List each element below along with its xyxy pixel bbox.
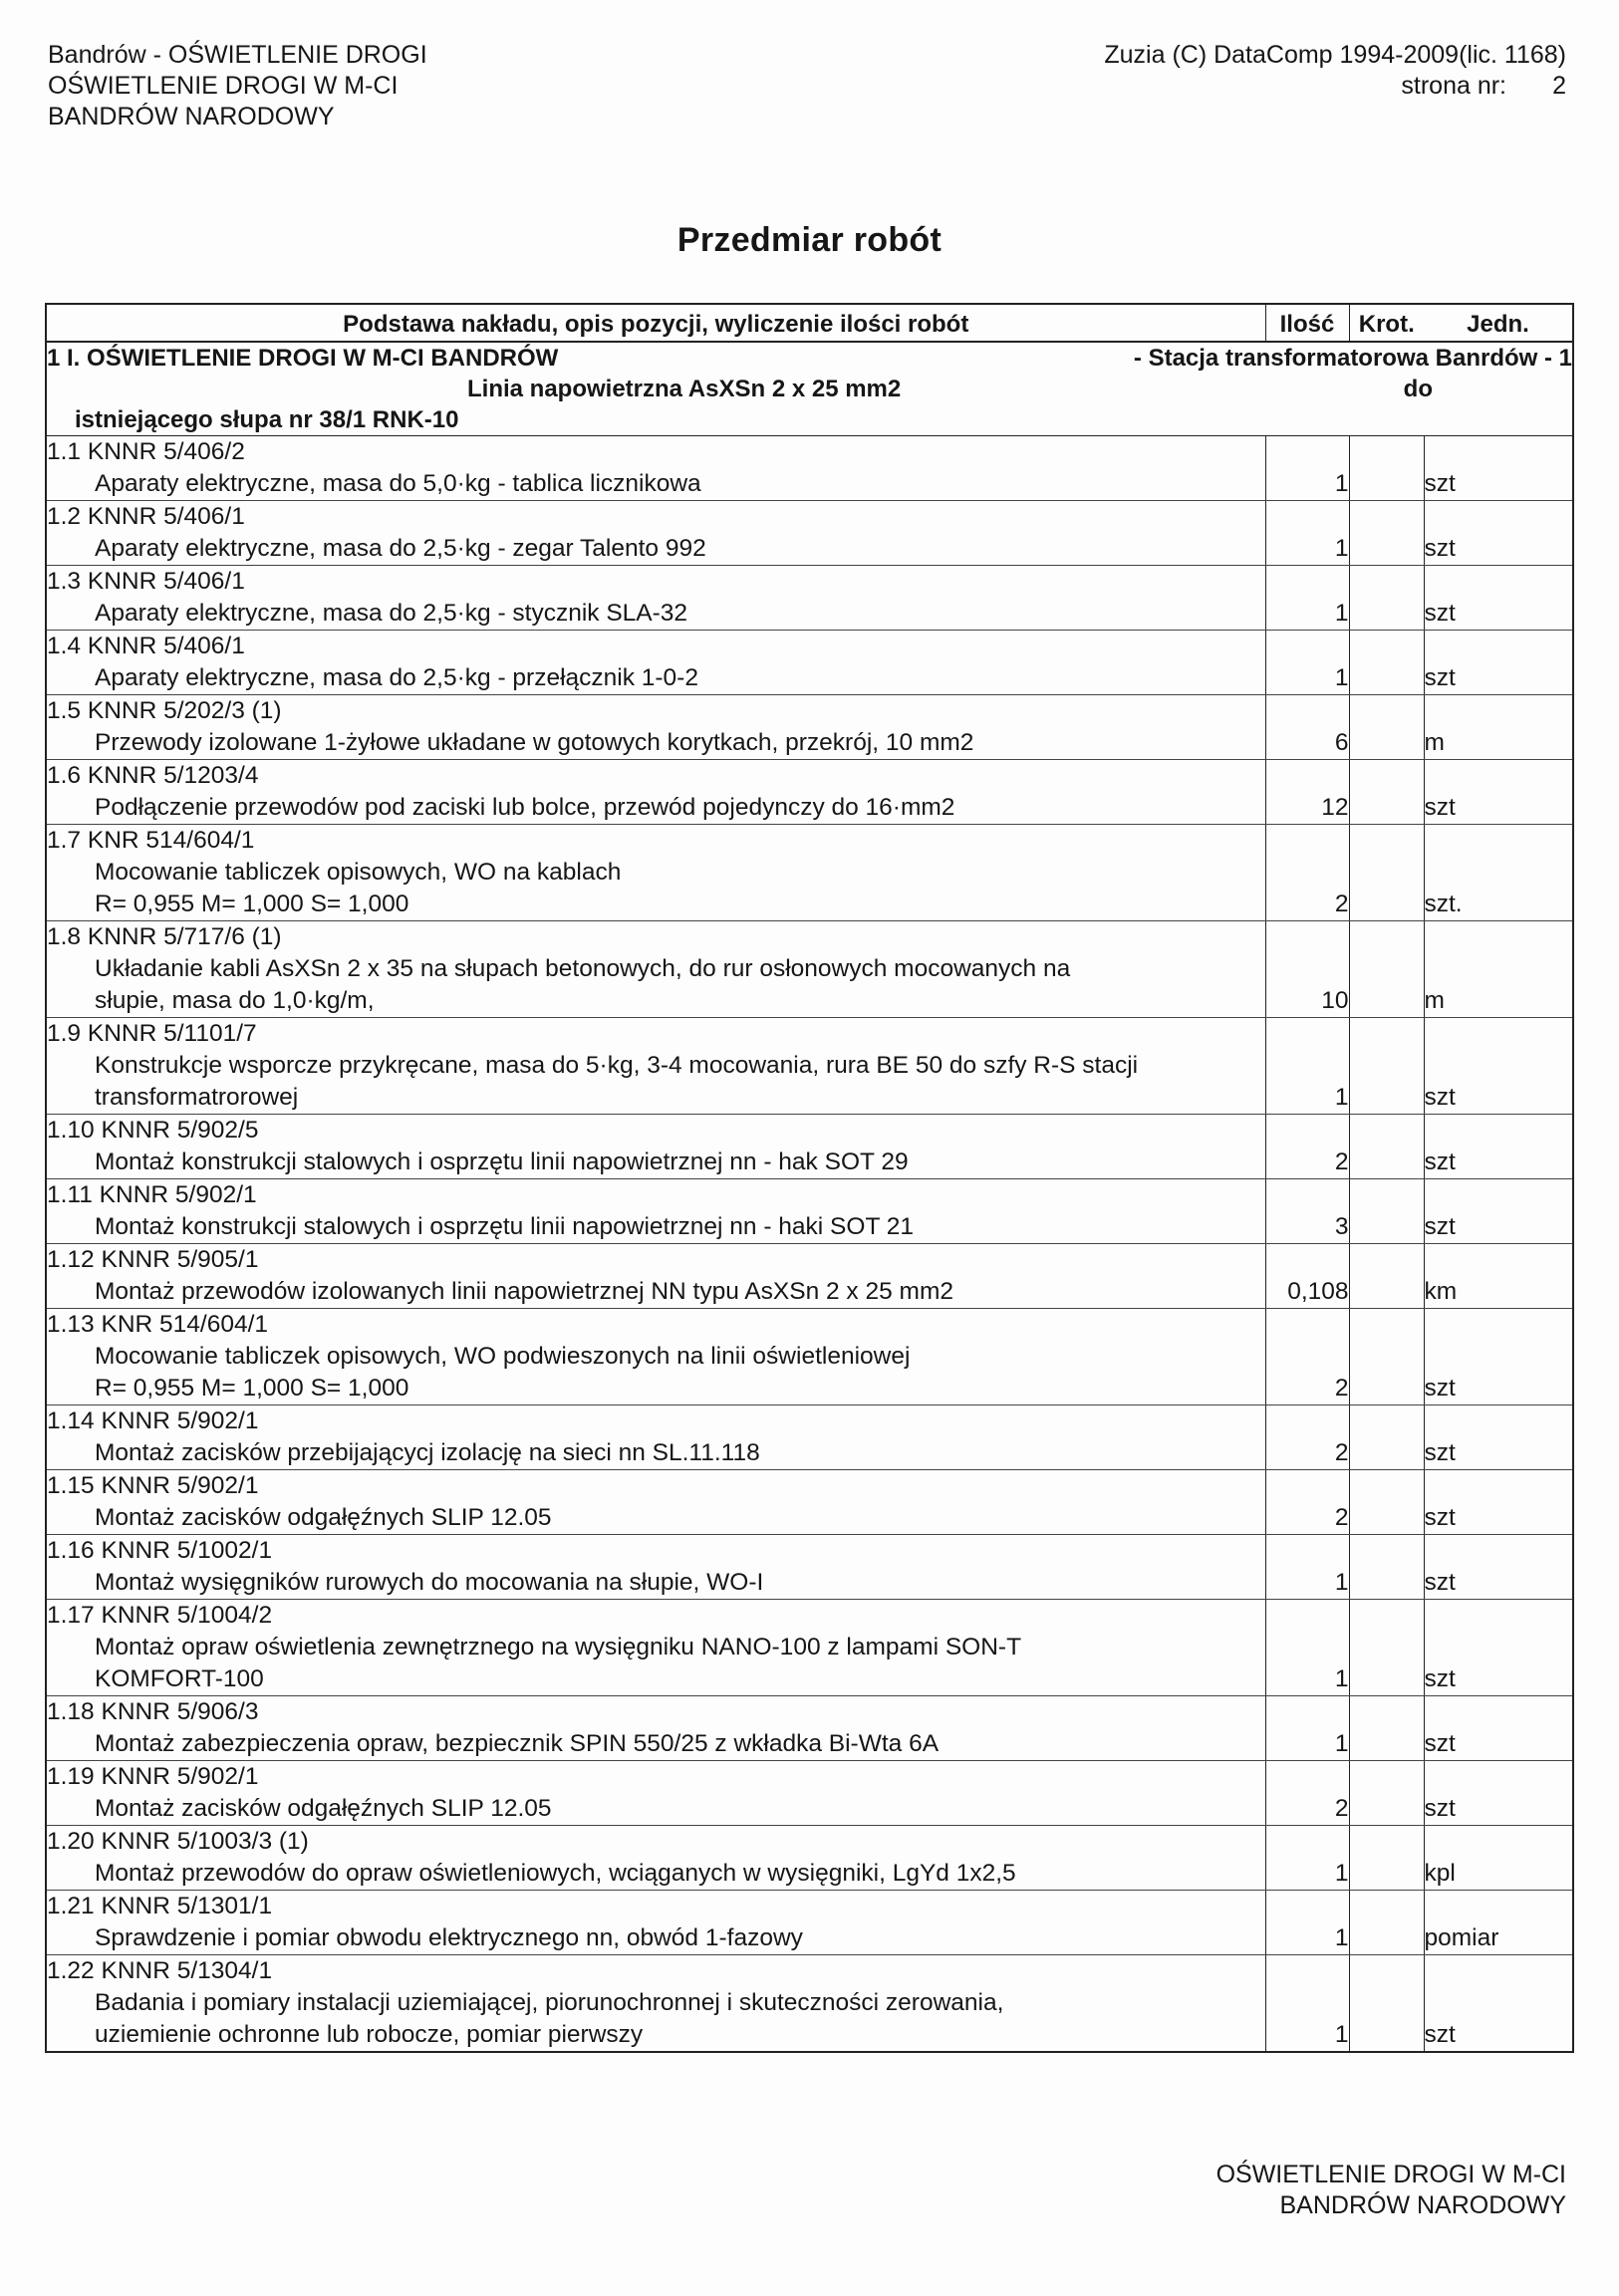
item-quantity: 1: [1265, 1891, 1349, 1955]
item-description: Montaż konstrukcji stalowych i osprzętu linii napowietrznej nn - haki SOT 21: [95, 1213, 915, 1240]
item-unit: szt: [1424, 1018, 1573, 1115]
item-description-cell: [46, 1470, 1265, 1535]
header-object: OŚWIETLENIE DROGI W M-CI: [48, 72, 399, 100]
header-description: Podstawa nakładu, opis pozycji, wyliczenie ilości robót: [46, 304, 1265, 342]
item-code: 1.15 KNNR 5/902/1: [47, 1472, 259, 1499]
item-description: Konstrukcje wsporcze przykręcane, masa do 5·kg, 3-4 mocowania, rura BE 50 do szfy R-S stacji: [95, 1052, 1139, 1079]
item-code: 1.18 KNNR 5/906/3: [47, 1698, 259, 1725]
item-code: 1.8 KNNR 5/717/6 (1): [47, 923, 282, 950]
item-code: 1.2 KNNR 5/406/1: [47, 503, 245, 530]
item-description-cell: [46, 1244, 1265, 1309]
table-row: [46, 1535, 1573, 1600]
table-row: [46, 1115, 1573, 1179]
item-description-cell: [46, 1955, 1265, 2053]
section-line-description: Linia napowietrzna AsXSn 2 x 25 mm2: [467, 376, 902, 402]
item-quantity: 12: [1265, 760, 1349, 825]
item-description: Aparaty elektryczne, masa do 2,5·kg - zegar Talento 992: [95, 535, 706, 562]
item-multiplier: [1349, 1955, 1424, 2053]
item-multiplier: [1349, 1891, 1424, 1955]
item-description-cell: [46, 695, 1265, 760]
table-row: [46, 1244, 1573, 1309]
estimate-table: [45, 303, 1574, 2053]
item-description: uziemienie ochronne lub robocze, pomiar pierwszy: [95, 2021, 644, 2048]
item-quantity: 1: [1265, 1955, 1349, 2053]
item-description-cell: [46, 436, 1265, 501]
item-unit: szt: [1424, 1696, 1573, 1761]
item-description: Montaż zacisków przebijającycj izolację na sieci nn SL.11.118: [95, 1439, 760, 1466]
item-description: R= 0,955 M= 1,000 S= 1,000: [95, 891, 409, 917]
table-row: [46, 1309, 1573, 1405]
header-unit: Jedn.: [1424, 304, 1573, 342]
table-row: [46, 1405, 1573, 1470]
item-multiplier: [1349, 1179, 1424, 1244]
item-multiplier: [1349, 1600, 1424, 1696]
item-description-cell: [46, 1826, 1265, 1891]
section-heading: [46, 342, 1573, 436]
item-code: 1.13 KNR 514/604/1: [47, 1311, 269, 1338]
item-unit: pomiar: [1424, 1891, 1573, 1955]
item-code: 1.6 KNNR 5/1203/4: [47, 762, 259, 789]
table-row: [46, 566, 1573, 631]
item-quantity: 0,108: [1265, 1244, 1349, 1309]
item-unit: szt: [1424, 566, 1573, 631]
item-multiplier: [1349, 631, 1424, 695]
table-row: [46, 1470, 1573, 1535]
page-number-line: [1104, 71, 1566, 102]
item-multiplier: [1349, 1761, 1424, 1826]
item-multiplier: [1349, 1115, 1424, 1179]
item-quantity: 1: [1265, 631, 1349, 695]
item-multiplier: [1349, 1018, 1424, 1115]
page-number-label: strona nr:: [1401, 72, 1506, 100]
item-code: 1.19 KNNR 5/902/1: [47, 1763, 259, 1790]
item-quantity: 1: [1265, 1826, 1349, 1891]
table-header-row: [46, 304, 1573, 342]
table-row: [46, 1826, 1573, 1891]
item-description: Aparaty elektryczne, masa do 2,5·kg - przełącznik 1-0-2: [95, 664, 698, 691]
item-unit: szt: [1424, 1470, 1573, 1535]
section-line-target: istniejącego słupa nr 38/1 RNK-10: [75, 406, 459, 433]
item-description: Układanie kabli AsXSn 2 x 35 na słupach betonowych, do rur osłonowych mocowanych na: [95, 955, 1071, 982]
item-multiplier: [1349, 1470, 1424, 1535]
footer-object: OŚWIETLENIE DROGI W M-CI: [1215, 2161, 1566, 2188]
item-description-cell: [46, 921, 1265, 1018]
item-description-cell: [46, 1600, 1265, 1696]
item-quantity: 1: [1265, 1696, 1349, 1761]
item-description: Montaż zacisków odgałęźnych SLIP 12.05: [95, 1504, 552, 1531]
item-description: transformatrorowej: [95, 1084, 299, 1111]
item-description: Montaż opraw oświetlenia zewnętrznego na wysięgniku NANO-100 z lampami SON-T: [95, 1634, 1022, 1660]
item-code: 1.10 KNNR 5/902/5: [47, 1117, 259, 1144]
item-code: 1.20 KNNR 5/1003/3 (1): [47, 1828, 309, 1855]
table-row: [46, 921, 1573, 1018]
section-row: [46, 342, 1573, 436]
header-project: Bandrów - OŚWIETLENIE DROGI: [48, 41, 427, 69]
item-code: 1.14 KNNR 5/902/1: [47, 1407, 259, 1434]
item-quantity: 2: [1265, 1405, 1349, 1470]
header-quantity: Ilość: [1265, 304, 1349, 342]
item-unit: szt: [1424, 1535, 1573, 1600]
item-code: 1.21 KNNR 5/1301/1: [47, 1893, 273, 1919]
item-multiplier: [1349, 1309, 1424, 1405]
item-unit: szt.: [1424, 825, 1573, 921]
item-multiplier: [1349, 695, 1424, 760]
item-description-cell: [46, 1179, 1265, 1244]
item-quantity: 1: [1265, 566, 1349, 631]
item-unit: szt: [1424, 436, 1573, 501]
item-code: 1.5 KNNR 5/202/3 (1): [47, 697, 282, 724]
table-row: [46, 760, 1573, 825]
item-unit: szt: [1424, 1115, 1573, 1179]
item-multiplier: [1349, 760, 1424, 825]
item-multiplier: [1349, 1696, 1424, 1761]
item-code: 1.16 KNNR 5/1002/1: [47, 1537, 273, 1564]
header-software: Zuzia (C) DataComp 1994-2009(lic. 1168): [1104, 41, 1566, 69]
item-code: 1.7 KNR 514/604/1: [47, 827, 255, 854]
item-unit: szt: [1424, 1179, 1573, 1244]
item-multiplier: [1349, 1244, 1424, 1309]
header-location: BANDRÓW NARODOWY: [48, 103, 335, 130]
item-multiplier: [1349, 1826, 1424, 1891]
item-quantity: 1: [1265, 501, 1349, 566]
item-description-cell: [46, 1309, 1265, 1405]
item-unit: m: [1424, 921, 1573, 1018]
table-row: [46, 695, 1573, 760]
item-description: Montaż wysięgników rurowych do mocowania na słupie, WO-I: [95, 1569, 764, 1596]
item-unit: szt: [1424, 1600, 1573, 1696]
item-description-cell: [46, 501, 1265, 566]
item-code: 1.11 KNNR 5/902/1: [47, 1181, 257, 1208]
table-row: [46, 1018, 1573, 1115]
item-description-cell: [46, 566, 1265, 631]
item-quantity: 2: [1265, 1761, 1349, 1826]
item-description: Przewody izolowane 1-żyłowe układane w gotowych korytkach, przekrój, 10 mm2: [95, 729, 974, 756]
item-multiplier: [1349, 1535, 1424, 1600]
item-description: KOMFORT-100: [95, 1665, 264, 1692]
footer: [1216, 2160, 1566, 2221]
item-code: 1.12 KNNR 5/905/1: [47, 1246, 259, 1273]
item-multiplier: [1349, 566, 1424, 631]
table-row: [46, 1761, 1573, 1826]
item-code: 1.1 KNNR 5/406/2: [47, 438, 245, 465]
item-code: 1.17 KNNR 5/1004/2: [47, 1602, 273, 1629]
section-subtitle: - Stacja transformatorowa Banrdów - 1: [1133, 345, 1572, 372]
item-code: 1.22 KNNR 5/1304/1: [47, 1957, 273, 1984]
item-description-cell: [46, 1115, 1265, 1179]
item-description-cell: [46, 1761, 1265, 1826]
header-left: [48, 40, 427, 132]
item-code: 1.9 KNNR 5/1101/7: [47, 1020, 257, 1047]
item-description: Sprawdzenie i pomiar obwodu elektrycznego nn, obwód 1-fazowy: [95, 1924, 803, 1951]
item-quantity: 10: [1265, 921, 1349, 1018]
table-row: [46, 1600, 1573, 1696]
table-row: [46, 501, 1573, 566]
item-quantity: 2: [1265, 1309, 1349, 1405]
table-row: [46, 1179, 1573, 1244]
item-quantity: 1: [1265, 1600, 1349, 1696]
item-description-cell: [46, 760, 1265, 825]
item-code: 1.4 KNNR 5/406/1: [47, 633, 245, 659]
item-multiplier: [1349, 436, 1424, 501]
item-description: Aparaty elektryczne, masa do 5,0·kg - tablica licznikowa: [95, 470, 701, 497]
section-line-to: do: [1403, 376, 1433, 402]
item-unit: szt: [1424, 760, 1573, 825]
item-description-cell: [46, 631, 1265, 695]
table-row: [46, 1696, 1573, 1761]
item-unit: szt: [1424, 501, 1573, 566]
item-unit: km: [1424, 1244, 1573, 1309]
item-description-cell: [46, 1696, 1265, 1761]
page-title: Przedmiar robót: [676, 221, 943, 259]
item-description: słupie, masa do 1,0·kg/m,: [95, 987, 375, 1014]
item-description: Montaż zacisków odgałęźnych SLIP 12.05: [95, 1795, 552, 1822]
item-multiplier: [1349, 1405, 1424, 1470]
item-description: Montaż przewodów do opraw oświetleniowych, wciąganych w wysięgniki, LgYd 1x2,5: [95, 1860, 1016, 1887]
item-code: 1.3 KNNR 5/406/1: [47, 568, 245, 595]
item-unit: szt: [1424, 1761, 1573, 1826]
item-description: Montaż przewodów izolowanych linii napowietrznej NN typu AsXSn 2 x 25 mm2: [95, 1278, 953, 1305]
table-row: [46, 631, 1573, 695]
item-unit: m: [1424, 695, 1573, 760]
item-quantity: 2: [1265, 825, 1349, 921]
item-multiplier: [1349, 825, 1424, 921]
item-description-cell: [46, 825, 1265, 921]
item-description-cell: [46, 1535, 1265, 1600]
item-description: Mocowanie tabliczek opisowych, WO na kablach: [95, 859, 622, 886]
item-multiplier: [1349, 501, 1424, 566]
page-number: 2: [1552, 72, 1566, 100]
item-multiplier: [1349, 921, 1424, 1018]
item-quantity: 1: [1265, 1018, 1349, 1115]
item-description-cell: [46, 1018, 1265, 1115]
item-unit: szt: [1424, 1955, 1573, 2053]
table-row: [46, 1891, 1573, 1955]
item-quantity: 3: [1265, 1179, 1349, 1244]
item-description-cell: [46, 1891, 1265, 1955]
item-unit: szt: [1424, 631, 1573, 695]
header-right: [1104, 40, 1566, 102]
table-row: [46, 436, 1573, 501]
item-quantity: 6: [1265, 695, 1349, 760]
item-description: Podłączenie przewodów pod zaciski lub bolce, przewód pojedynczy do 16·mm2: [95, 794, 955, 821]
item-quantity: 1: [1265, 436, 1349, 501]
item-unit: szt: [1424, 1405, 1573, 1470]
item-unit: kpl: [1424, 1826, 1573, 1891]
item-description: R= 0,955 M= 1,000 S= 1,000: [95, 1375, 409, 1402]
table-row: [46, 825, 1573, 921]
item-description: Montaż zabezpieczenia opraw, bezpiecznik SPIN 550/25 z wkładka Bi-Wta 6A: [95, 1730, 940, 1757]
item-unit: szt: [1424, 1309, 1573, 1405]
item-description: Aparaty elektryczne, masa do 2,5·kg - stycznik SLA-32: [95, 600, 688, 627]
footer-location: BANDRÓW NARODOWY: [1279, 2191, 1566, 2219]
table-row: [46, 1955, 1573, 2053]
item-description-cell: [46, 1405, 1265, 1470]
item-description: Mocowanie tabliczek opisowych, WO podwieszonych na linii oświetleniowej: [95, 1343, 911, 1370]
item-description: Montaż konstrukcji stalowych i osprzętu linii napowietrznej nn - hak SOT 29: [95, 1148, 909, 1175]
item-description: Badania i pomiary instalacji uziemiającej, piorunochronnej i skuteczności zerowania,: [95, 1989, 1004, 2016]
header-multiplier: Krot.: [1349, 304, 1424, 342]
item-quantity: 2: [1265, 1115, 1349, 1179]
section-title: 1 I. OŚWIETLENIE DROGI W M-CI BANDRÓW: [47, 345, 559, 372]
item-quantity: 2: [1265, 1470, 1349, 1535]
item-quantity: 1: [1265, 1535, 1349, 1600]
